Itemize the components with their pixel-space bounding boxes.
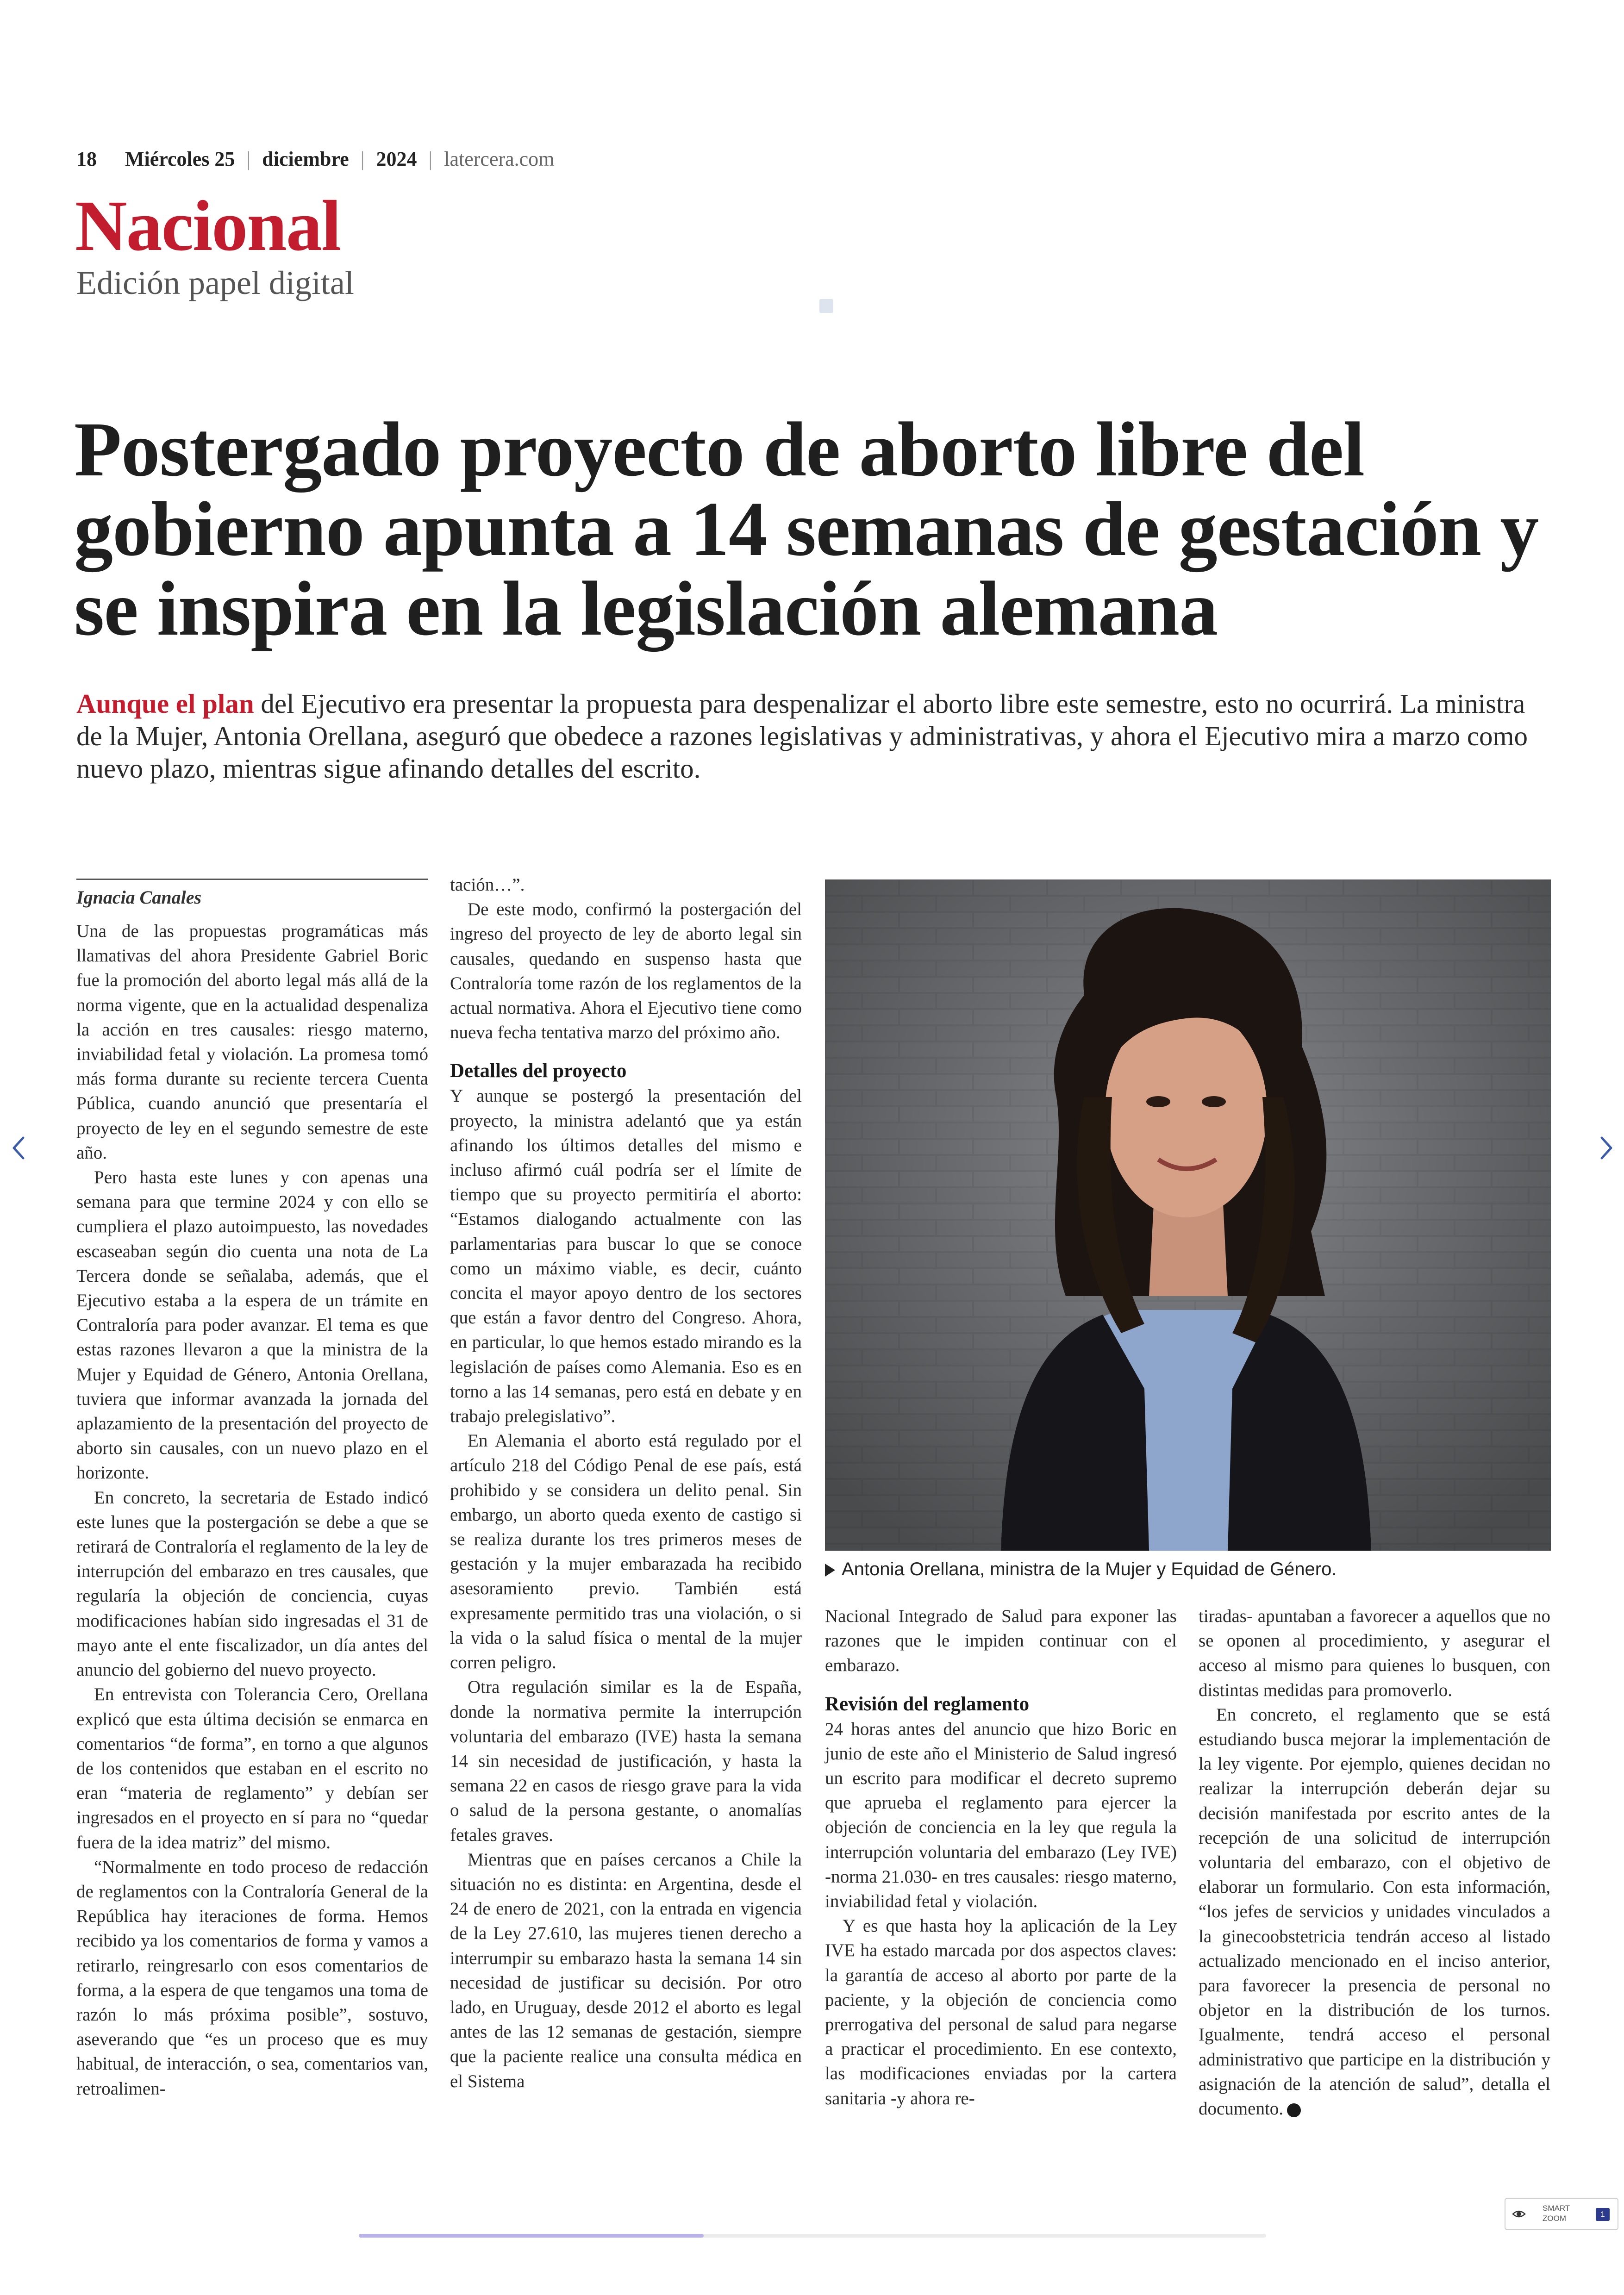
- caption-arrow-icon: [825, 1564, 835, 1577]
- smart-zoom-label: SMART ZOOM: [1543, 2204, 1570, 2223]
- article-headline: Postergado proyecto de aborto libre del gobierno apunta a 14 semanas de gestación y se inspira en la legislación alemana: [74, 406, 1539, 652]
- page-folio: 18 Miércoles 25 | diciembre | 2024 | latercera.com: [76, 148, 555, 170]
- paragraph-continued: tiradas- apuntaban a favorecer a aquellos que no se oponen al procedimiento, y asegurar el acceso al mismo para quienes lo busquen, con distintas medidas para promoverlo.: [1199, 1606, 1550, 1700]
- article-column-1: [76, 919, 428, 2101]
- hotspot-marker[interactable]: [819, 299, 833, 313]
- smart-zoom-button[interactable]: [1505, 2198, 1618, 2230]
- article-column-2: [450, 873, 802, 2094]
- subheading: Detalles del proyecto: [450, 1060, 627, 1082]
- paragraph: Otra regulación similar es la de España, donde la normativa permite la interrupción voluntaria del embarazo (IVE) hasta la semana 14 sin necesidad de justificación, y hasta la semana 22 en casos de riesgo grave para la vida o salud de la persona gestante, o anomalías fetales graves.: [450, 1677, 802, 1845]
- paragraph: 24 horas antes del anuncio que hizo Boric en junio de este año el Ministerio de Salud ingresó un escrito para modificar el decreto supremo que aprueba el reglamento para ejercer la objeción de conciencia en la ley que regula la interrupción voluntaria del embarazo (Ley IVE) -norma 21.030- en tres causales: riesgo materno, inviabilidad fetal y violación.: [825, 1719, 1177, 1912]
- dek-lead: Aunque el plan: [76, 688, 254, 719]
- next-page-button[interactable]: [1593, 1129, 1620, 1166]
- article-dek: [76, 687, 1549, 785]
- article-column-3: [825, 1604, 1177, 2111]
- chevron-left-icon: [5, 1129, 32, 1166]
- page-number: 18: [76, 148, 97, 170]
- subheading: Revisión del reglamento: [825, 1693, 1030, 1715]
- paragraph-continued: tación…”.: [450, 875, 525, 895]
- paragraph: De este modo, confirmó la postergación del ingreso del proyecto de ley de aborto legal sin causales, quedando en suspenso hasta que Contraloría tome razón de los reglamentos de la actual normativa. Ahora el Ejecutivo tiene como nueva fecha tentativa marzo del próximo año.: [450, 899, 802, 1043]
- portrait-illustration: [825, 879, 1551, 1551]
- date-year: 2024: [376, 148, 417, 170]
- date-weekday-day: Miércoles 25: [125, 148, 235, 170]
- paragraph: Y aunque se postergó la presentación del proyecto, la ministra adelantó que ya están afinando los últimos detalles del mismo e incluso afirmó cuál podría ser el límite de tiempo que su proyecto permitiría el aborto: “Estamos dialogando actualmente con las parlamentarias para buscar lo que se conoce como un máximo viable, es decir, cuánto concita el mayor apoyo dentro de los sectores que están a favor dentro del Congreso. Ahora, en particular, lo que hemos estado mirando es la legislación de países como Alemania. Eso es en torno a las 14 semanas, pero está en debate y en trabajo prelegislativo”.: [450, 1086, 802, 1427]
- paragraph: En entrevista con Tolerancia Cero, Orellana explicó que esta última decisión se enmarca en comentarios “de forma”, en torno a que algunos de los contenidos que estaban en el escrito no eran “materia de reglamento” y debían ser ingresados en el proyecto en sí para no “quedar fuera de la idea matriz” del mismo.: [76, 1684, 428, 1852]
- site-name: latercera.com: [444, 148, 555, 170]
- previous-page-button[interactable]: [5, 1129, 32, 1166]
- date-month: diciembre: [262, 148, 349, 170]
- paragraph: Una de las propuestas programáticas más llamativas del ahora Presidente Gabriel Boric fue la promoción del aborto legal más allá de la norma vigente, que en la actualidad despenaliza la acción en tres causales: riesgo materno, inviabilidad fetal y violación. La promesa tomó más forma durante su reciente tercera Cuenta Pública, cuando anunció que presentaría el proyecto de ley en el segundo semestre de este año.: [76, 921, 428, 1163]
- paragraph: En concreto, la secretaria de Estado indicó este lunes que la postergación se debe a que se retirará de Contraloría el reglamento de la ley de interrupción del embarazo en tres causales, que regularía la objeción de conciencia, cuyas modificaciones habían sido ingresadas el 31 de mayo ante el ente fiscalizador, un día antes del anuncio del gobierno del nuevo proyecto.: [76, 1487, 428, 1680]
- dek-text: del Ejecutivo era presentar la propuesta para despenalizar el aborto libre este semestre, esto no ocurrirá. La ministra de la Mujer, Antonia Orellana, aseguró que obedece a razones legislativas y administrativas, y ahora el Ejecutivo mira a marzo como nuevo plazo, mientras sigue afinando detalles del escrito.: [76, 688, 1528, 784]
- paragraph: “Normalmente en todo proceso de redacción de reglamentos con la Contraloría General de la República hay iteraciones de forma. Hemos recibido ya los comentarios de forma y vamos a retirarlo, reingresarlo con esos comentarios de forma, a la espera de que tengamos una toma de razón lo más próxima posible”, sostuvo, aseverando que “es un proceso que es muy habitual, de interacción, o sea, comentarios van, retroalimen-: [76, 1857, 428, 2099]
- paragraph: En concreto, el reglamento que se está estudiando busca mejorar la implementación de la ley vigente. Por ejemplo, quienes decidan no realizar la interrupción deberán dejar su decisión manifestada por escrito antes de la recepción de una solicitud de interrupción voluntaria del embarazo, con el objetivo de elaborar un formulario. Con esta información, “los jefes de servicios y unidades vinculados a la ginecoobstetricia tendrán acceso al listado actualizado mencionado en el inciso anterior, para favorecer la presencia de personal no objetor en la distribución de los turnos. Igualmente, tendrá acceso el personal administrativo que participe en la distribución y asignación de la atención de salud”, detalla el documento.: [1199, 1704, 1550, 2119]
- page-scroll-thumb[interactable]: [359, 2234, 704, 2238]
- byline: Ignacia Canales: [76, 879, 428, 908]
- paragraph: Y es que hasta hoy la aplicación de la Ley IVE ha estado marcada por dos aspectos claves: la garantía de acceso al aborto por parte de la paciente, y la objeción de conciencia como prerrogativa del personal de salud para negarse a practicar el procedimiento. En ese contexto, las modificaciones enviadas por la cartera sanitaria -y ahora re-: [825, 1916, 1177, 2108]
- article-photo: [825, 879, 1551, 1551]
- article-column-4: [1199, 1604, 1550, 2121]
- paragraph: Pero hasta este lunes y con apenas una semana para que termine 2024 y con ello se cumpliera el plazo autoimpuesto, las novedades escaseaban según dio cuenta una nota de La Tercera donde se señalaba, además, que el Ejecutivo estaba a la espera de un trámite en Contraloría para poder avanzar. El tema es que estas razones llevaron a que la ministra de la Mujer y Equidad de Género, Antonia Orellana, tuviera que informar avanzada la jornada del aplazamiento de la presentación del proyecto de aborto sin causales, con un nuevo plazo en el horizonte.: [76, 1167, 428, 1483]
- edition-label: Edición papel digital: [76, 264, 354, 301]
- zoom-level-badge: 1: [1596, 2208, 1610, 2221]
- photo-caption: Antonia Orellana, ministra de la Mujer y Equidad de Género.: [825, 1559, 1551, 1580]
- eye-icon: [1512, 2207, 1526, 2221]
- chevron-right-icon: [1593, 1129, 1620, 1166]
- paragraph: En Alemania el aborto está regulado por el artículo 218 del Código Penal de ese país, está prohibido y se considera un delito penal. Sin embargo, un aborto queda exento de castigo si se realiza durante los tres primeros meses de gestación y la mujer embarazada ha recibido asesoramiento previo. También está expresamente permitido tras una violación, o si la vida o la salud física o mental de la mujer corren peligro.: [450, 1431, 802, 1673]
- paragraph-continued: Nacional Integrado de Salud para exponer las razones que le impiden continuar con el embarazo.: [825, 1606, 1177, 1676]
- section-title: Nacional: [75, 186, 341, 266]
- end-of-article-icon: [1287, 2103, 1301, 2117]
- paragraph: Mientras que en países cercanos a Chile la situación no es distinta: en Argentina, desde el 24 de enero de 2021, con la entrada en vigencia de la Ley 27.610, las mujeres tienen derecho a interrumpir su embarazo hasta la semana 14 sin necesidad de justificar su decisión. Por otro lado, en Uruguay, desde 2012 el aborto es legal antes de las 12 semanas de gestación, siempre que la paciente realice una consulta médica en el Sistema: [450, 1849, 802, 2091]
